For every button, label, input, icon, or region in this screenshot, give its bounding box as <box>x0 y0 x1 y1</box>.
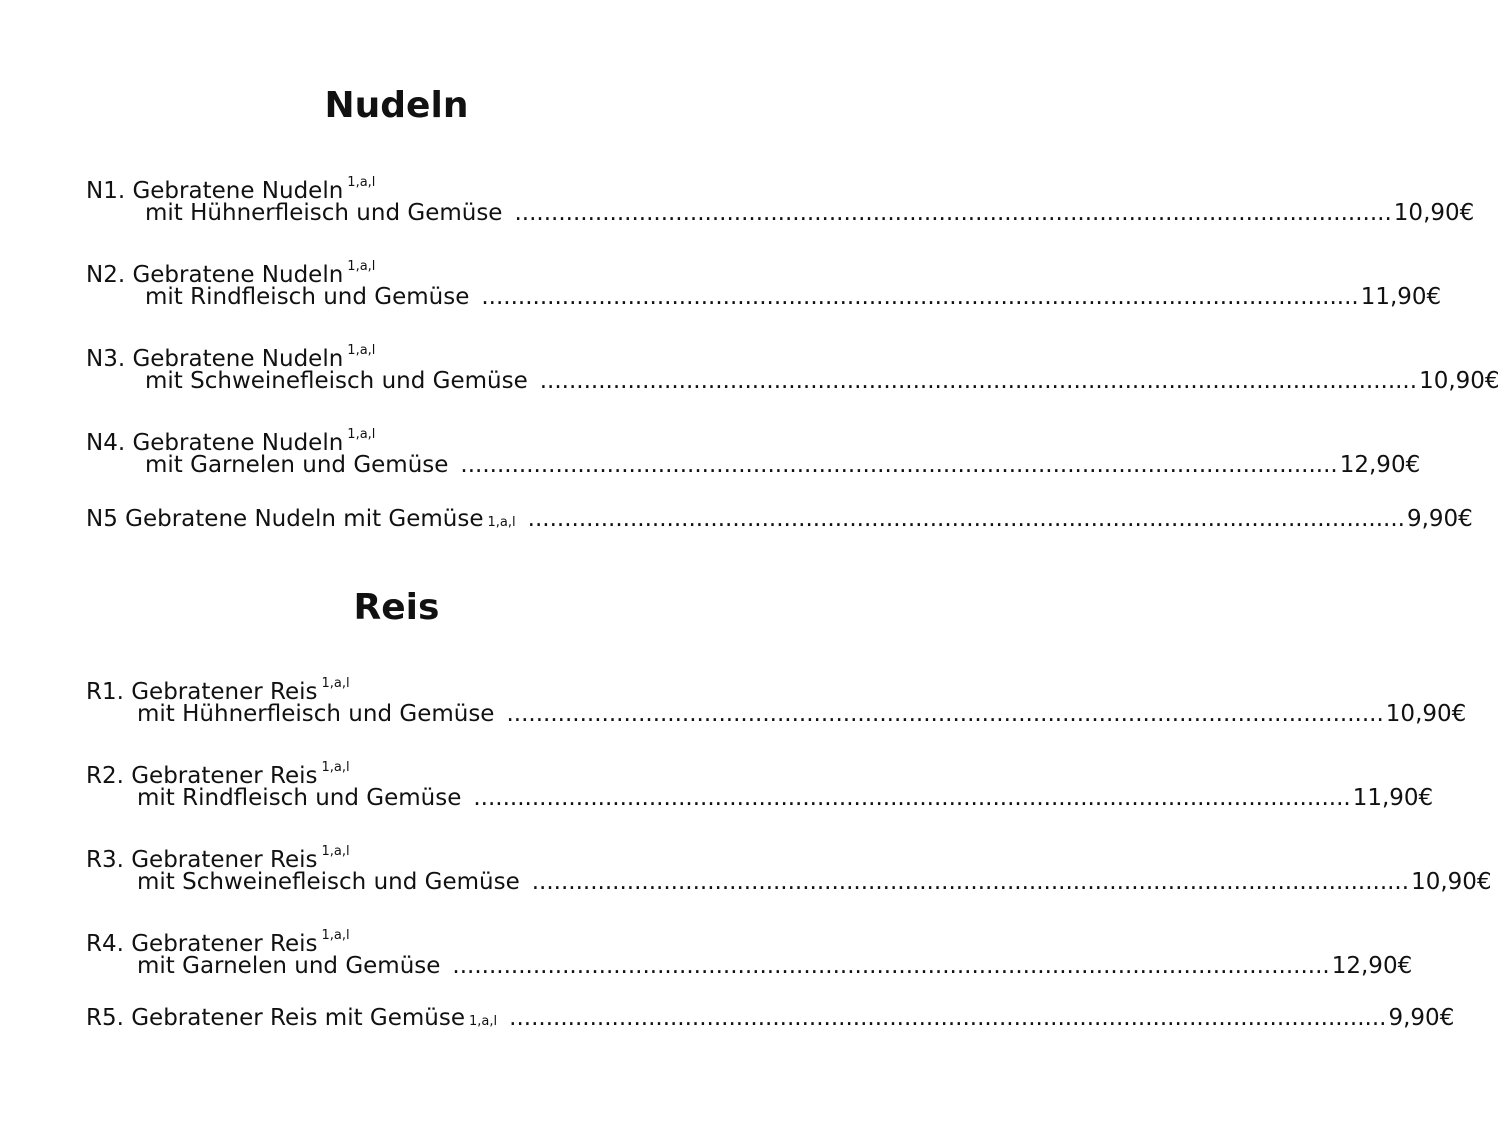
item-name-line <box>86 837 712 873</box>
dot-leader: ........................................................................................................................ <box>506 701 1384 727</box>
item-description: mit Garnelen und Gemüse <box>137 953 441 979</box>
item-description: mit Garnelen und Gemüse <box>145 452 449 478</box>
item-name: R3. Gebratener Reis <box>86 847 318 873</box>
item-desc-line <box>86 867 1492 897</box>
dot-leader: ........................................................................................................................ <box>460 452 1338 478</box>
item-name-line <box>86 753 712 789</box>
menu-item-r1 <box>86 669 1467 729</box>
allergen-codes: 1,a,l <box>347 427 376 442</box>
item-description: mit Rindfleisch und Gemüse <box>145 284 470 310</box>
dot-leader: ........................................................................................................................ <box>509 1005 1387 1031</box>
item-price: 9,90€ <box>1406 506 1473 532</box>
item-description: mit Schweinefleisch und Gemüse <box>145 368 528 394</box>
section-title-reis: Reis <box>353 587 440 628</box>
dot-leader: ........................................................................................................................ <box>514 200 1392 226</box>
item-desc-line <box>86 198 1475 228</box>
menu-item-r3 <box>86 837 1492 897</box>
item-name: R4. Gebratener Reis <box>86 931 318 957</box>
allergen-codes: 1,a,l <box>347 343 376 358</box>
item-price: 12,90€ <box>1331 953 1413 979</box>
item-name-line <box>86 669 712 705</box>
item-desc-line <box>86 951 1413 981</box>
menu-item-n1 <box>86 168 1475 228</box>
item-name: R5. Gebratener Reis mit Gemüse <box>86 1005 466 1031</box>
item-name-line <box>86 504 1473 534</box>
item-price: 11,90€ <box>1352 785 1434 811</box>
item-desc-line <box>86 366 1500 396</box>
item-description: mit Rindfleisch und Gemüse <box>137 785 462 811</box>
dot-leader: ........................................................................................................................ <box>481 284 1359 310</box>
item-desc-line <box>86 450 1421 480</box>
menu-item-n4 <box>86 420 1421 480</box>
dot-leader: ........................................................................................................................ <box>527 506 1405 532</box>
item-name: R1. Gebratener Reis <box>86 679 318 705</box>
allergen-codes: 1,a,l <box>321 928 350 943</box>
item-name: N2. Gebratene Nudeln <box>86 262 344 288</box>
menu-item-r4 <box>86 921 1413 981</box>
item-price: 11,90€ <box>1360 284 1442 310</box>
allergen-codes: 1,a,l <box>347 175 376 190</box>
menu-item-r2 <box>86 753 1434 813</box>
item-price: 10,90€ <box>1419 368 1500 394</box>
menu-item-n5 <box>86 504 1473 534</box>
item-name: N5 Gebratene Nudeln mit Gemüse <box>86 506 484 532</box>
item-name-line <box>86 168 712 204</box>
item-price: 10,90€ <box>1393 200 1475 226</box>
item-name: N3. Gebratene Nudeln <box>86 346 344 372</box>
item-name-line <box>86 1003 1455 1033</box>
menu-item-n2 <box>86 252 1442 312</box>
dot-leader: ........................................................................................................................ <box>531 869 1410 895</box>
dot-leader: ........................................................................................................................ <box>473 785 1351 811</box>
item-price: 10,90€ <box>1385 701 1467 727</box>
item-desc-line <box>86 783 1434 813</box>
item-name-line <box>86 336 712 372</box>
item-name-line <box>86 420 712 456</box>
item-price: 10,90€ <box>1411 869 1492 895</box>
allergen-codes: 1,a,l <box>347 259 376 274</box>
menu-item-r5 <box>86 1003 1455 1033</box>
item-description: mit Schweinefleisch und Gemüse <box>137 869 520 895</box>
allergen-codes: 1,a,l <box>321 844 350 859</box>
item-name-line <box>86 921 712 957</box>
allergen-codes: 1,a,l <box>469 1014 498 1029</box>
item-description: mit Hühnerfleisch und Gemüse <box>137 701 495 727</box>
item-name: N4. Gebratene Nudeln <box>86 430 344 456</box>
item-description: mit Hühnerfleisch und Gemüse <box>145 200 503 226</box>
item-desc-line <box>86 282 1442 312</box>
item-desc-line <box>86 699 1467 729</box>
menu-item-n3 <box>86 336 1500 396</box>
item-name: R2. Gebratener Reis <box>86 763 318 789</box>
dot-leader: ........................................................................................................................ <box>452 953 1330 979</box>
allergen-codes: 1,a,l <box>321 760 350 775</box>
allergen-codes: 1,a,l <box>487 515 516 530</box>
dot-leader: ........................................................................................................................ <box>539 368 1418 394</box>
item-name: N1. Gebratene Nudeln <box>86 178 344 204</box>
allergen-codes: 1,a,l <box>321 676 350 691</box>
item-name-line <box>86 252 712 288</box>
item-price: 12,90€ <box>1339 452 1421 478</box>
item-price: 9,90€ <box>1388 1005 1455 1031</box>
section-title-nudeln: Nudeln <box>324 85 469 126</box>
